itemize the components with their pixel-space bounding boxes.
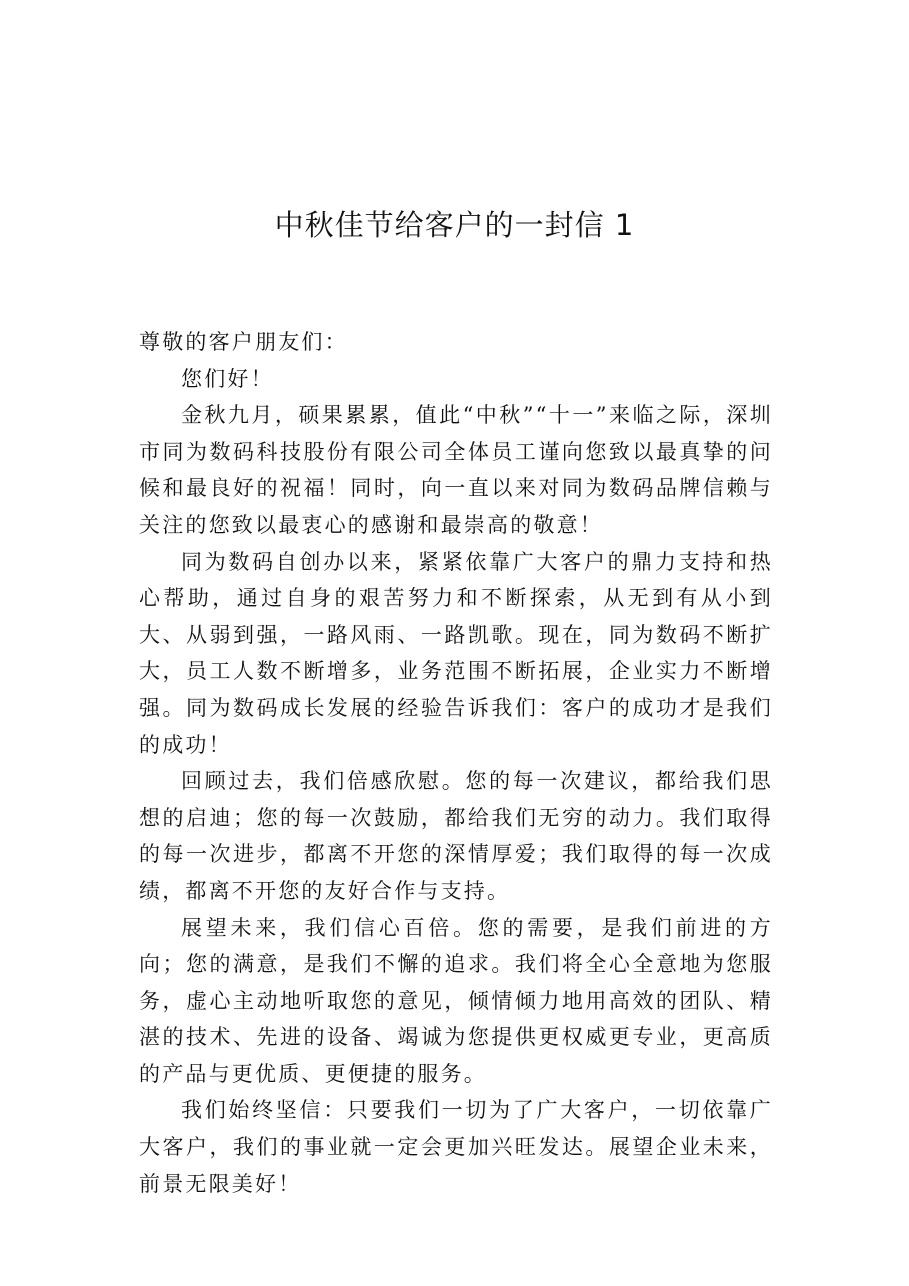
document-title: 中秋佳节给客户的一封信 1 (274, 208, 635, 242)
paragraph: 金秋九月，硕果累累，值此“中秋”“十一”来临之际，深圳市同为数码科技股份有限公司全体员工谨向您致以最真挚的问候和最良好的祝福！同时，向一直以来对同为数码品牌信赖与关注的您致以最衷心的感谢和最崇高的敬意！ (139, 403, 773, 537)
greeting: 您们好！ (181, 366, 274, 391)
paragraph: 我们始终坚信：只要我们一切为了广大客户，一切依靠广大客户，我们的事业就一定会更加兴旺发达。展望企业未来，前景无限美好！ (139, 1098, 773, 1196)
salutation: 尊敬的客户朋友们： (139, 330, 348, 354)
letter-body (139, 324, 773, 1202)
paragraph: 同为数码自创办以来，紧紧依靠广大客户的鼎力支持和热心帮助，通过自身的艰苦努力和不断探索，从无到有从小到大、从弱到强，一路风雨、一路凯歌。现在，同为数码不断扩大，员工人数不断增多，业务范围不断拓展，企业实力不断增强。同为数码成长发展的经验告诉我们：客户的成功才是我们的成功！ (139, 549, 773, 757)
paragraph: 展望未来，我们信心百倍。您的需要，是我们前进的方向；您的满意，是我们不懈的追求。我们将全心全意地为您服务，虚心主动地听取您的意见，倾情倾力地用高效的团队、精湛的技术、先进的设备、竭诚为您提供更权威更专业，更高质的产品与更优质、更便捷的服务。 (139, 915, 773, 1086)
paragraph: 回顾过去，我们倍感欣慰。您的每一次建议，都给我们思想的启迪；您的每一次鼓励，都给我们无穷的动力。我们取得的每一次进步，都离不开您的深情厚爱；我们取得的每一次成绩，都离不开您的友好合作与支持。 (139, 769, 773, 903)
